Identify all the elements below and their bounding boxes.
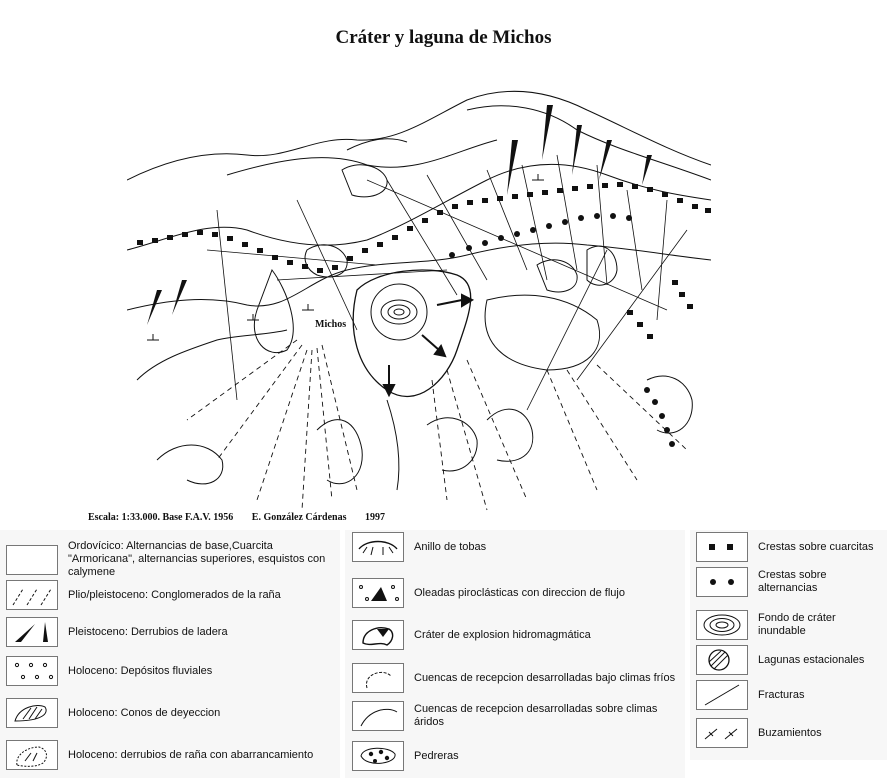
- pyroclastic-surge-icon: [352, 578, 404, 608]
- fracture-line-icon: [696, 680, 748, 710]
- scale-line: [88, 512, 401, 523]
- legend-label: Lagunas estacionales: [758, 653, 865, 666]
- legend-label: Buzamientos: [758, 726, 822, 739]
- blank-box-icon: [6, 545, 58, 575]
- legend-item-pleistoceno: [6, 617, 336, 647]
- square-dots-icon: [696, 532, 748, 562]
- legend-label: Pleistoceno: Derrubios de ladera: [68, 625, 228, 638]
- author-text: E. González Cárdenas: [251, 512, 347, 523]
- quartzite-crest-squares: [137, 182, 711, 339]
- legend-label: Crestas sobre alternancias: [758, 569, 827, 594]
- hatched-circle-icon: [696, 645, 748, 675]
- scree-wedges: [147, 105, 652, 325]
- legend-item-oleadas: [352, 578, 682, 608]
- legend-label: Cuencas de recepcion desarrolladas bajo climas fríos: [414, 671, 676, 684]
- year-text: 1997: [365, 512, 386, 523]
- boulders-icon: [352, 741, 404, 771]
- legend-label: Crestas sobre cuarcitas: [758, 540, 874, 553]
- legend-label: Oleadas piroclásticas con direccion de flujo: [414, 586, 625, 599]
- fracture-lines: [207, 155, 687, 410]
- legend-label: Holoceno: derrubios de raña con abarrancamiento: [68, 748, 314, 761]
- scale-text: Escala: 1:33.000. Base F.A.V. 1956: [88, 512, 234, 523]
- dashed-lines-icon: [6, 580, 58, 610]
- fan-icon: [6, 698, 58, 728]
- arid-basin-icon: [352, 701, 404, 731]
- geomorphological-map: [127, 80, 711, 525]
- legend-label: Anillo de tobas: [414, 540, 487, 553]
- legend-item-fracturas: [696, 680, 884, 710]
- legend-item-crater-explosion: [352, 620, 682, 650]
- dots-icon: [6, 656, 58, 686]
- scree-wedge-icon: [6, 617, 58, 647]
- legend-item-fluviales: [6, 656, 336, 686]
- round-dots-icon: [696, 567, 748, 597]
- legend-label: Fracturas: [758, 688, 805, 701]
- legend-label: Pedreras: [414, 749, 459, 762]
- legend-item-pedreras: [352, 741, 682, 771]
- explosion-crater-icon: [352, 620, 404, 650]
- legend-label: Cráter de explosion hidromagmática: [414, 628, 591, 641]
- legend-item-cuencas-frios: [352, 663, 682, 693]
- legend-item-crestas-cuarcitas: [696, 532, 884, 562]
- legend-item-cuencas-aridos: [352, 701, 682, 731]
- legend-label: Ordovícico: Alternancias de base,Cuarcita "Armoricana", alternancias superiores, esquistos con calymene: [68, 540, 326, 578]
- legend-item-fondo-crater: [696, 610, 884, 640]
- drainage-lines: [187, 340, 687, 510]
- gullied-debris-icon: [6, 740, 58, 770]
- legend-item-pliopleistoceno: [6, 580, 336, 610]
- legend-item-ordovicico: [6, 540, 336, 579]
- legend-item-derrubios-rana: [6, 740, 336, 770]
- legend-item-anillo-tobas: [352, 532, 682, 562]
- alternations-crest-dots: [449, 213, 675, 447]
- contour-icon: [696, 610, 748, 640]
- legend-label: Cuencas de recepcion desarrolladas sobre climas áridos: [414, 703, 658, 728]
- legend-label: Fondo de cráter inundable: [758, 612, 836, 637]
- place-label: Michos: [315, 319, 347, 330]
- dip-icon: [696, 718, 748, 748]
- legend-label: Holoceno: Conos de deyeccion: [68, 706, 221, 719]
- legend-item-conos: [6, 698, 336, 728]
- cold-basin-icon: [352, 663, 404, 693]
- legend-label: Plio/pleistoceno: Conglomerados de la raña: [68, 588, 281, 601]
- legend-item-crestas-alternancias: [696, 567, 884, 597]
- tuff-ring-icon: [352, 532, 404, 562]
- map-title: Cráter y laguna de Michos: [335, 27, 552, 48]
- legend-item-buzamientos: [696, 718, 884, 748]
- ridge-outline: [127, 91, 711, 180]
- legend-label: Holoceno: Depósitos fluviales: [68, 664, 213, 677]
- crater-center: [371, 284, 427, 340]
- legend-item-lagunas: [696, 645, 884, 675]
